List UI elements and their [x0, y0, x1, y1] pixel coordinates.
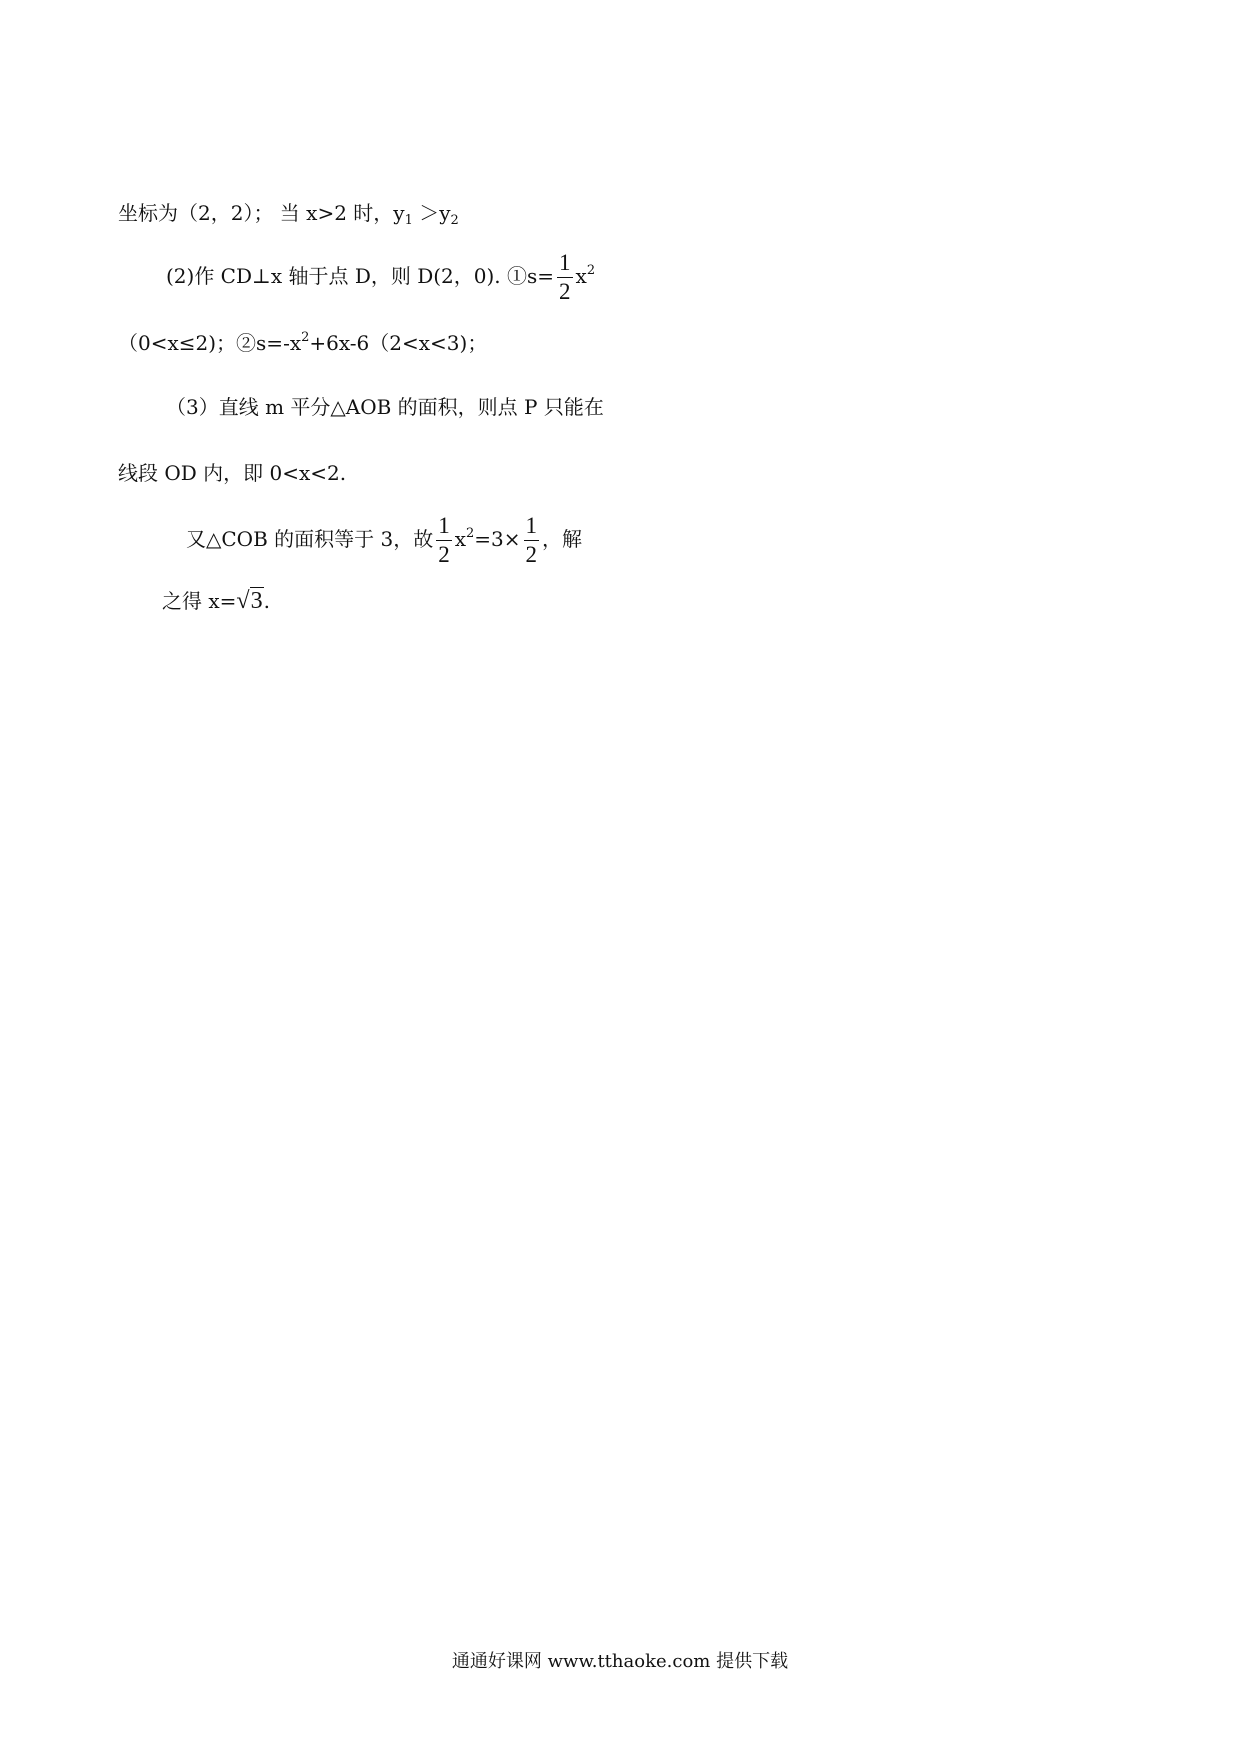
y1-subscript: 1: [404, 213, 413, 228]
answer-line-3: [118, 330, 487, 356]
answer-line-5: [118, 460, 346, 486]
answer-line-2: [166, 250, 595, 305]
line3-exponent: 2: [301, 330, 310, 345]
fraction-bar: [436, 540, 452, 541]
answer-line-4: [166, 394, 604, 420]
fraction-numerator: 1: [525, 513, 538, 538]
line6-var: x: [454, 527, 466, 551]
answer-line-7: [162, 588, 270, 614]
footer-text: 通通好课网 www.tthaoke.com 提供下载: [451, 1651, 789, 1672]
fraction-bar: [524, 540, 540, 541]
answer-line-1: [118, 200, 459, 226]
fraction-denominator: 2: [525, 542, 538, 567]
fraction-bar: [557, 277, 573, 278]
line7-end: .: [263, 589, 270, 613]
fraction-numerator: 1: [438, 513, 450, 538]
line6-times: =3×: [474, 527, 521, 551]
line1-mid: ＞y: [412, 201, 451, 225]
line6-exponent: 2: [466, 526, 475, 541]
y2-subscript: 2: [450, 213, 459, 228]
page-footer: [0, 1651, 1240, 1673]
line6-text: 又△COB 的面积等于 3，故: [186, 527, 434, 551]
fraction-one-half-a: [436, 513, 452, 568]
fraction-denominator: 2: [559, 279, 571, 304]
radicand: 3: [250, 588, 263, 614]
fraction-one-half: [557, 250, 573, 305]
line3-text: （0<x≤2)；②s=-x: [118, 331, 302, 355]
line4-text: （3）直线 m 平分△AOB 的面积，则点 P 只能在: [166, 395, 604, 419]
radical-sign-icon: √: [236, 588, 250, 614]
answer-line-6: [186, 513, 582, 568]
fraction-one-half-b: [524, 513, 540, 568]
fraction-numerator: 1: [559, 250, 571, 275]
line7-text: 之得 x=: [162, 589, 237, 613]
line2-exponent: 2: [586, 263, 596, 278]
line3-rest: +6x-6（2<x<3)；: [309, 331, 488, 355]
fraction-denominator: 2: [438, 542, 450, 567]
line2-text: (2)作 CD⊥x 轴于点 D，则 D(2，0). ①s=: [166, 264, 555, 288]
line2-var: x: [575, 264, 587, 288]
line1-text: 坐标为（2，2）； 当 x>2 时，y: [118, 201, 405, 225]
line5-text: 线段 OD 内，即 0<x<2.: [118, 461, 347, 485]
line6-end: ，解: [542, 527, 583, 551]
square-root: [236, 588, 263, 614]
